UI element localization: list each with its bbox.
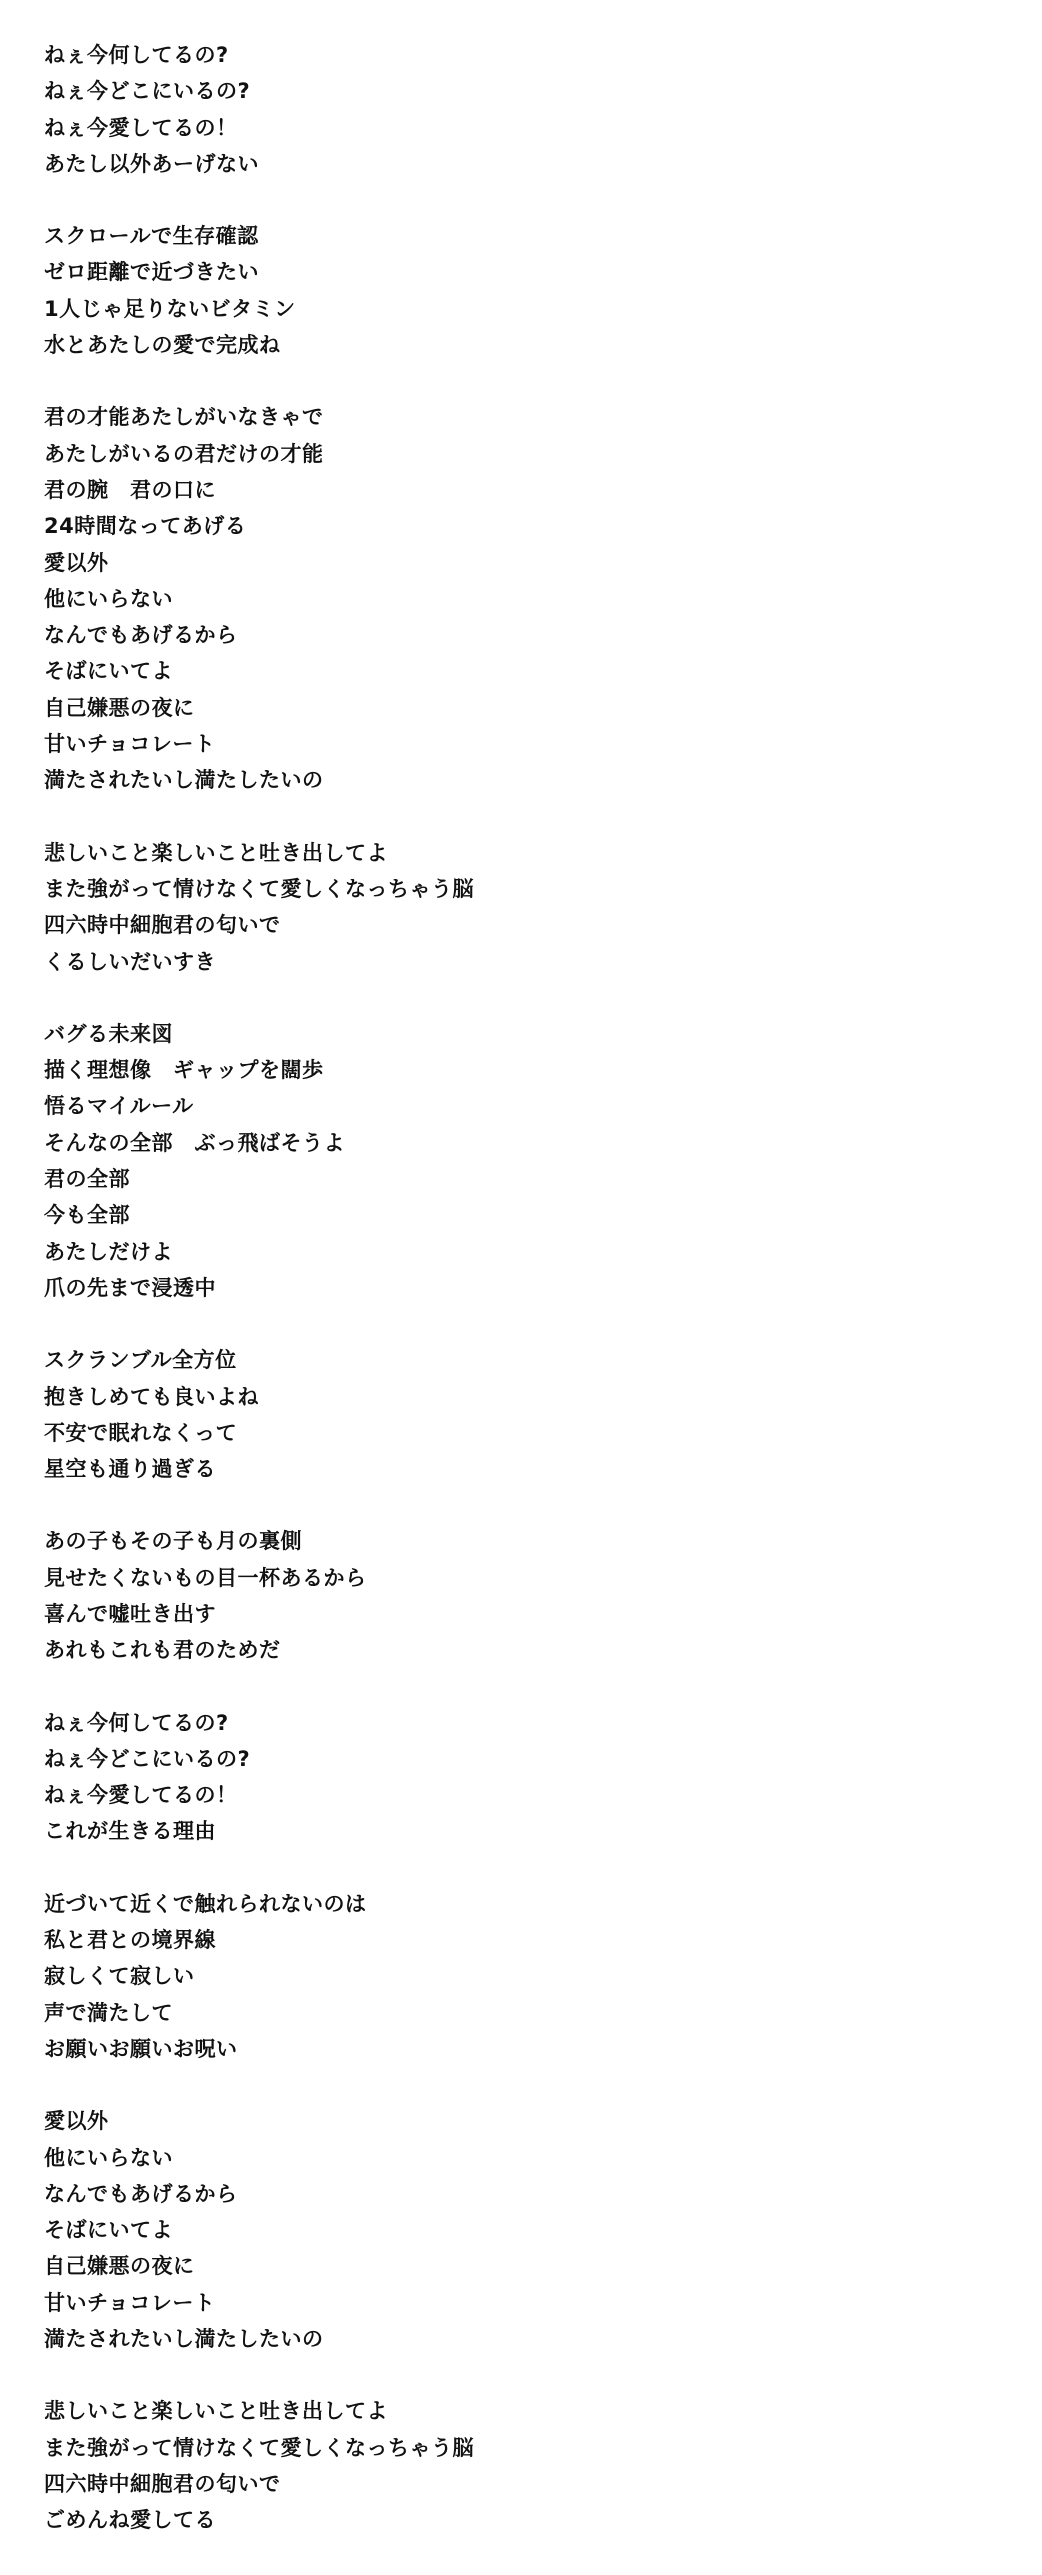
lyrics-stanza xyxy=(44,2393,1004,2538)
lyrics-stanza xyxy=(44,1886,1004,2067)
lyric-line: あれもこれも君のためだ xyxy=(44,1638,281,1663)
lyric-line: これが生きる理由 xyxy=(44,1819,216,1844)
lyric-line: 今も全部 xyxy=(44,1203,130,1228)
lyric-line: 悲しいこと楽しいこと吐き出してよ xyxy=(44,2399,388,2424)
lyrics-stanza xyxy=(44,1342,1004,1487)
lyric-line: 不安で眠れなくって xyxy=(44,1420,238,1445)
lyric-line: なんでもあげるから xyxy=(44,2181,238,2206)
lyric-line: 喜んで嘘吐き出す xyxy=(44,1601,216,1626)
lyrics-stanza xyxy=(44,835,1004,980)
lyric-line: また強がって情けなくて愛しくなっちゃう脳 xyxy=(44,876,474,901)
lyrics-stanza xyxy=(44,1523,1004,1668)
lyric-line: ねぇ今愛してるの！ xyxy=(44,115,238,140)
lyric-line: 甘いチョコレート xyxy=(44,2290,216,2315)
lyric-line: 自己嫌悪の夜に xyxy=(44,695,195,720)
lyric-line: ねぇ今愛してるの！ xyxy=(44,1783,238,1808)
lyric-line: 水とあたしの愛で完成ね xyxy=(44,333,281,358)
lyrics-stanza xyxy=(44,1705,1004,1850)
lyric-line: ねぇ今何してるの? xyxy=(44,1710,229,1735)
lyric-line: 近づいて近くで触れられないのは xyxy=(44,1891,367,1916)
lyric-line: なんでもあげるから xyxy=(44,623,238,648)
lyric-line: 満たされたいし満たしたいの xyxy=(44,2327,324,2352)
lyric-line: ごめんね愛してる xyxy=(44,2508,216,2533)
lyric-line: 24時間なってあげる xyxy=(44,514,247,539)
lyric-line: 寂しくて寂しい xyxy=(44,1964,195,1989)
lyric-line: 愛以外 xyxy=(44,550,109,575)
lyric-line: あの子もその子も月の裏側 xyxy=(44,1529,302,1554)
lyrics-stanza xyxy=(44,1016,1004,1306)
lyric-line: 星空も通り過ぎる xyxy=(44,1457,216,1482)
lyrics-stanza xyxy=(44,218,1004,363)
lyric-line: ねぇ今どこにいるの? xyxy=(44,1746,251,1771)
lyric-line: スクロールで生存確認 xyxy=(44,224,259,249)
lyric-line: 甘いチョコレート xyxy=(44,732,216,757)
lyric-line: 声で満たして xyxy=(44,2000,173,2025)
lyric-line: 他にいらない xyxy=(44,2145,173,2170)
lyric-line: バグる未来図 xyxy=(44,1021,173,1046)
lyric-line: お願いお願いお呪い xyxy=(44,2036,238,2061)
lyric-line: 自己嫌悪の夜に xyxy=(44,2254,195,2279)
lyrics-stanza xyxy=(44,2103,1004,2357)
lyric-line: 爪の先まで浸透中 xyxy=(44,1275,216,1300)
lyric-line: 描く理想像 ギャップを闊歩 xyxy=(44,1058,324,1083)
lyric-line: スクランブル全方位 xyxy=(44,1348,237,1373)
lyric-line: 四六時中細胞君の匂いで xyxy=(44,2471,281,2496)
lyric-line: 君の腕 君の口に xyxy=(44,477,216,502)
lyric-line: くるしいだいすき xyxy=(44,949,216,974)
lyric-line: そんなの全部 ぶっ飛ばそうよ xyxy=(44,1130,345,1155)
lyric-line: あたしがいるの君だけの才能 xyxy=(44,441,324,466)
lyric-line: 1人じゃ足りないビタミン xyxy=(44,296,296,321)
lyric-line: あたし以外あーげない xyxy=(44,151,259,176)
lyric-line: 四六時中細胞君の匂いで xyxy=(44,913,281,938)
lyric-line: ゼロ距離で近づきたい xyxy=(44,260,259,285)
lyric-line: あたしだけよ xyxy=(44,1239,173,1264)
lyric-line: 君の全部 xyxy=(44,1167,130,1192)
lyric-line: そばにいてよ xyxy=(44,659,173,684)
lyrics-stanza xyxy=(44,37,1004,182)
lyrics-text xyxy=(44,37,1004,2575)
lyric-line: ねぇ今何してるの? xyxy=(44,43,229,67)
lyric-line: 愛以外 xyxy=(44,2109,109,2134)
lyric-line: 悟るマイルール xyxy=(44,1094,194,1119)
lyric-line: 私と君との境界線 xyxy=(44,1928,216,1953)
lyric-line: 悲しいこと楽しいこと吐き出してよ xyxy=(44,840,388,865)
lyric-line: ねぇ今どこにいるの? xyxy=(44,79,251,104)
lyric-line: 抱きしめても良いよね xyxy=(44,1384,259,1409)
lyric-line: 見せたくないもの目一杯あるから xyxy=(44,1565,367,1590)
lyric-line: 他にいらない xyxy=(44,586,173,611)
lyric-line: そばにいてよ xyxy=(44,2218,173,2243)
lyric-line: また強がって情けなくて愛しくなっちゃう脳 xyxy=(44,2435,474,2460)
lyrics-stanza xyxy=(44,399,1004,798)
lyric-line: 満たされたいし満たしたいの xyxy=(44,768,324,793)
lyric-line: 君の才能あたしがいなきゃで xyxy=(44,405,324,430)
